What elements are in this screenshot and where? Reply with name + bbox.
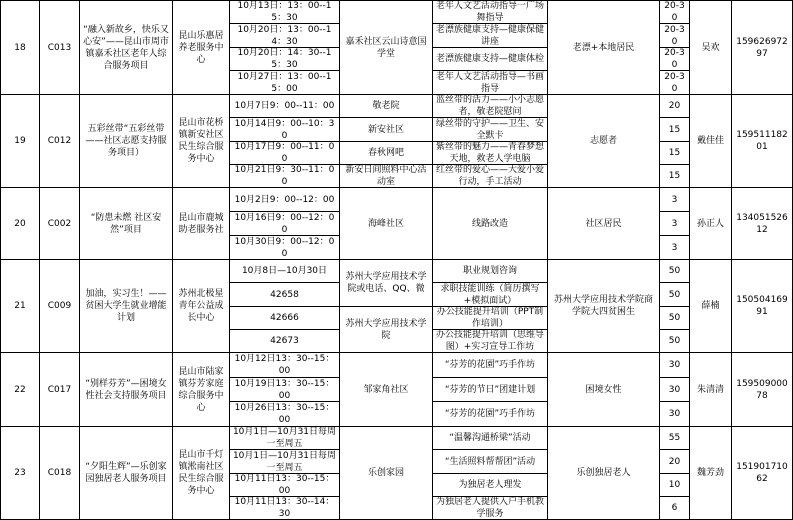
participant-count [660, 307, 690, 330]
activity-time [230, 142, 340, 165]
participant-count-text: 20-30 [664, 24, 685, 47]
participant-count [660, 378, 690, 402]
project-name-text: 加油，实习生！——贫困大学生就业增能计划 [85, 289, 167, 323]
activity-time-text: 10月1日—10月31日每周一至周五 [232, 450, 337, 473]
participant-count [660, 260, 690, 283]
row-number [0, 0, 40, 95]
project-code [40, 188, 80, 260]
activity-content-text: 老漂族健康支持—健康体检 [435, 54, 544, 64]
activity-place-text: 苏州大学应用技术学院 [345, 318, 427, 341]
activity-content [433, 353, 548, 378]
contact-person [690, 427, 732, 520]
organization-text: 昆山市陆家镇芬芳家庭综合服务中心 [178, 366, 224, 413]
activity-time [230, 283, 340, 307]
activity-content-text: “温馨沟通桥梁”活动 [449, 433, 531, 443]
activity-content [433, 71, 548, 95]
activity-content-text: 绿丝带的守护——卫生、安全默卡 [435, 118, 544, 141]
project-code [40, 260, 80, 353]
activity-time [230, 236, 340, 260]
project-code [40, 95, 80, 188]
contact-phone [732, 0, 793, 95]
activity-content [433, 95, 548, 118]
contact-person-text: 薛楠 [701, 301, 720, 311]
activity-content [433, 0, 548, 24]
row-number-text: 18 [14, 42, 26, 53]
activity-time-text: 10月26日13：30--15：00 [234, 403, 335, 425]
activity-time [230, 307, 340, 330]
activity-place-text: 新安社区 [367, 124, 404, 135]
contact-person [690, 260, 732, 353]
activity-content [433, 188, 548, 260]
activity-time-text: 10月16日9：00--12：00 [234, 212, 335, 235]
participant-count [660, 212, 690, 236]
activity-content-text: “生活照料帮帮团”活动 [444, 456, 536, 467]
activity-time-text: 10月11日13：30--14：30 [234, 497, 335, 519]
activity-time-text: 10月1日—10月31日每周一至周五 [232, 427, 337, 449]
activity-content [433, 24, 548, 48]
contact-phone [732, 427, 793, 520]
organization [173, 188, 230, 260]
contact-phone [732, 353, 793, 427]
organization [173, 95, 230, 188]
contact-phone [732, 188, 793, 260]
contact-phone-text: 13405152612 [736, 212, 788, 235]
participant-count-text: 15 [668, 171, 681, 181]
organization-text: 昆山乐惠居养老服务中心 [178, 30, 224, 65]
participant-count-text: 20-30 [664, 1, 685, 23]
project-name [80, 260, 173, 353]
activity-time-text: 10月13日：13：00--15：30 [237, 1, 332, 23]
participant-count-text: 6 [671, 503, 678, 513]
contact-person [690, 188, 732, 260]
activity-content-text: 为独居老人提供入户手机教学服务 [435, 497, 544, 519]
activity-content-text: “芬芳的节日”团建计划 [444, 384, 536, 395]
participant-count-text: 30 [668, 360, 681, 370]
project-code-text: C009 [47, 301, 72, 311]
activity-content-text: 红丝带的爱心——大爱小爱行动，手工活动 [435, 165, 544, 187]
activity-content-text: 为独居老人理发 [458, 480, 522, 490]
contact-phone-text: 15950900078 [736, 378, 788, 401]
target-group-text: 困境女性 [585, 384, 622, 395]
activity-time-text: 10月17日9：00--11：00 [234, 142, 335, 164]
activity-time [230, 165, 340, 188]
participant-count-text: 3 [671, 218, 678, 229]
activity-content [433, 307, 548, 330]
activity-time-text: 10月11日13：30--15：00 [234, 474, 335, 496]
organization-text: 昆山市花桥镇新安社区民生综合服务中心 [178, 118, 224, 164]
project-name-text: “融入新故乡，快乐又心安”——昆山市周市镇嘉禾社区老年人综合服务项目 [83, 24, 169, 71]
row-number-text: 22 [14, 384, 26, 395]
activity-content-text: 老年人文艺活动指导—书画指导 [435, 71, 544, 94]
contact-person [690, 0, 732, 95]
activity-time [230, 427, 340, 450]
participant-count-text: 50 [668, 313, 681, 323]
activity-content [433, 165, 548, 188]
participant-count [660, 474, 690, 497]
participant-count-text: 20 [668, 456, 681, 467]
participant-count-text: 3 [671, 242, 678, 253]
project-code-text: C012 [47, 136, 72, 146]
activity-content [433, 402, 548, 427]
activity-time [230, 474, 340, 497]
activity-content [433, 450, 548, 474]
activity-time-text: 42673 [270, 336, 299, 346]
participant-count-text: 15 [668, 124, 681, 135]
project-name-text: “夕阳生辉”—乐创家园独居老人服务项目 [85, 462, 167, 484]
organization [173, 427, 230, 520]
activity-place [340, 142, 433, 165]
activity-time [230, 24, 340, 48]
activity-time [230, 48, 340, 71]
contact-phone-text: 15951118201 [736, 130, 788, 152]
participant-count-text: 30 [668, 384, 681, 395]
activity-content [433, 330, 548, 353]
target-group [548, 427, 660, 520]
activity-time [230, 188, 340, 212]
participant-count-text: 3 [671, 194, 678, 205]
activity-content [433, 497, 548, 520]
activity-content-text: 职业规划咨询 [462, 266, 517, 276]
activity-place-text: 嘉禾社区云山诗意国学堂 [345, 36, 427, 59]
participant-count [660, 24, 690, 48]
activity-time-text: 10月7日9：00--11：00 [234, 101, 335, 111]
contact-phone-text: 15050416991 [736, 295, 788, 317]
activity-content [433, 378, 548, 402]
project-code-text: C013 [47, 42, 72, 53]
contact-person [690, 353, 732, 427]
target-group-text: 社区居民 [585, 218, 622, 229]
activity-place-text: 邹家角社区 [363, 384, 409, 395]
participant-count [660, 0, 690, 24]
participant-count-text: 20-30 [664, 48, 685, 70]
activity-time-text: 10月20日：13：00--14：30 [237, 24, 332, 47]
organization [173, 260, 230, 353]
participant-count [660, 283, 690, 307]
activity-time [230, 353, 340, 378]
activity-time-text: 10月12日13：30--15：00 [234, 354, 335, 376]
activity-place [340, 0, 433, 95]
contact-person-text: 魏芳劲 [696, 468, 724, 478]
activity-time-text: 10月14日9：00--10：30 [234, 118, 335, 141]
activity-time [230, 0, 340, 24]
participant-count [660, 48, 690, 71]
activity-time-text: 10月30日9：00--12：00 [234, 236, 335, 259]
organization-text: 昆山市鹿城助老服务社 [178, 212, 224, 235]
activity-place-text: 春秋网吧 [367, 148, 404, 158]
activity-time-text: 10月21日9：30--11：00 [234, 165, 335, 187]
activity-place [340, 307, 433, 353]
participant-count-text: 50 [668, 336, 681, 346]
activity-time [230, 450, 340, 474]
participant-count-text: 50 [668, 289, 681, 300]
project-code-text: C018 [47, 468, 72, 478]
participant-count [660, 427, 690, 450]
participant-count-text: 20 [668, 101, 681, 111]
participant-count [660, 142, 690, 165]
activity-place-text: 海峰社区 [367, 218, 404, 229]
activity-place-text: 乐创家园 [367, 468, 404, 478]
activity-time [230, 71, 340, 95]
row-number [0, 427, 40, 520]
participant-count-text: 50 [668, 266, 681, 276]
activity-content-text: 老年人文艺活动指导一广场舞指导 [435, 1, 544, 23]
contact-phone [732, 260, 793, 353]
target-group [548, 353, 660, 427]
contact-phone [732, 95, 793, 188]
contact-person-text: 戴佳佳 [696, 136, 724, 146]
activity-content-text: 线路改造 [471, 218, 508, 229]
activity-time [230, 378, 340, 402]
target-group [548, 188, 660, 260]
target-group-text: 老漂+本地居民 [572, 42, 635, 53]
activity-place [340, 427, 433, 520]
row-number-text: 23 [14, 468, 26, 478]
row-number-text: 21 [14, 301, 26, 311]
activity-time [230, 260, 340, 283]
activity-time [230, 402, 340, 427]
activity-time-text: 10月19日13：30--15：00 [234, 378, 335, 401]
row-number [0, 260, 40, 353]
activity-content [433, 427, 548, 450]
organization-text: 昆山市千灯镇淞南社区民生综合服务中心 [178, 450, 224, 496]
activity-place [340, 95, 433, 118]
project-name [80, 188, 173, 260]
activity-time-text: 10月8日—10月30日 [241, 266, 328, 276]
contact-person [690, 95, 732, 188]
participant-count-text: 30 [668, 409, 681, 419]
participant-count [660, 450, 690, 474]
activity-place [340, 353, 433, 427]
organization [173, 0, 230, 95]
activity-time-text: 42666 [270, 313, 299, 323]
participant-count [660, 118, 690, 142]
target-group-text: 志愿者 [589, 136, 617, 146]
activity-content [433, 260, 548, 283]
target-group-text: 苏州大学应用技术学院商学院大四贫困生 [553, 295, 653, 317]
activity-time [230, 330, 340, 353]
row-number [0, 353, 40, 427]
participant-count [660, 188, 690, 212]
participant-count-text: 15 [668, 148, 681, 158]
target-group-text: 乐创独居老人 [576, 468, 631, 478]
activity-time [230, 212, 340, 236]
organization [173, 353, 230, 427]
project-code-text: C002 [47, 218, 72, 229]
organization-text: 苏州北极星青年公益成长中心 [178, 289, 224, 323]
project-code [40, 353, 80, 427]
activity-place [340, 118, 433, 142]
contact-phone-text: 15962697297 [736, 36, 788, 59]
contact-phone-text: 15190171062 [736, 462, 788, 484]
participant-count-text: 55 [668, 433, 681, 443]
activity-content-text: 办公技能提升培训（思维导图）+实习宣导工作坊 [435, 330, 544, 352]
project-name [80, 427, 173, 520]
activity-time-text: 10月20日：14：30--15：30 [237, 48, 332, 70]
activity-place-text: 敬老院 [372, 101, 400, 111]
contact-person-text: 吴欢 [701, 42, 720, 53]
project-name [80, 0, 173, 95]
participant-count [660, 71, 690, 95]
activity-content-text: 求职技能训练（简历撰写+模拟面试） [440, 283, 540, 306]
activity-content [433, 474, 548, 497]
activity-place-text: 苏州大学应用技术学院或电话、QQ、微 [345, 272, 427, 294]
participant-count [660, 95, 690, 118]
participant-count [660, 353, 690, 378]
activity-content-text: 紫丝带的魅力——青春梦想天地，救老人学电脑 [435, 142, 544, 164]
activity-content-text: 蓝丝带的活力——小小志愿者，敬老院慰问 [435, 95, 544, 117]
activity-time-text: 10月2日9：00--12：00 [234, 194, 335, 205]
activity-place [340, 188, 433, 260]
project-code [40, 0, 80, 95]
activity-place [340, 260, 433, 307]
project-name-text: 五彩丝带“五彩丝带——社区志愿支持服务项目） [85, 124, 167, 158]
project-name [80, 353, 173, 427]
target-group [548, 95, 660, 188]
participant-count [660, 165, 690, 188]
participant-count-text: 10 [668, 480, 681, 490]
project-name-text: “别样芬芳”—困境女性社会支持服务项目 [85, 378, 167, 401]
activity-content-text: 老漂族健康支持—健康保健讲座 [435, 24, 544, 47]
project-name [80, 95, 173, 188]
target-group [548, 260, 660, 353]
project-code [40, 427, 80, 520]
row-number [0, 95, 40, 188]
activity-content-text: 办公技能提升培训（PPT制作培训） [436, 307, 544, 329]
project-code-text: C017 [47, 384, 72, 395]
project-name-text: “防患未燃 社区安然”项目 [90, 212, 162, 235]
participant-count [660, 236, 690, 260]
row-number-text: 19 [14, 136, 26, 146]
contact-person-text: 孙正人 [696, 218, 724, 229]
participant-count-text: 20-30 [664, 71, 685, 94]
activity-content [433, 283, 548, 307]
activity-content [433, 48, 548, 71]
row-number-text: 20 [14, 218, 26, 229]
contact-person-text: 朱清清 [696, 384, 724, 395]
row-number [0, 188, 40, 260]
activity-time [230, 497, 340, 520]
activity-place [340, 165, 433, 188]
activity-content-text: “芬芳的花園”巧手作坊 [444, 409, 536, 419]
activity-time-text: 10月27日：13：00--15：00 [237, 71, 332, 94]
activity-time [230, 118, 340, 142]
participant-count [660, 497, 690, 520]
activity-place-text: 新安日间照料中心活动室 [345, 165, 427, 187]
activity-time [230, 95, 340, 118]
activity-content [433, 118, 548, 142]
participant-count [660, 330, 690, 353]
participant-count [660, 402, 690, 427]
activity-content-text: “芬芳的花園”巧手作坊 [444, 360, 536, 370]
target-group [548, 0, 660, 95]
activity-time-text: 42658 [270, 289, 299, 300]
activity-content [433, 142, 548, 165]
